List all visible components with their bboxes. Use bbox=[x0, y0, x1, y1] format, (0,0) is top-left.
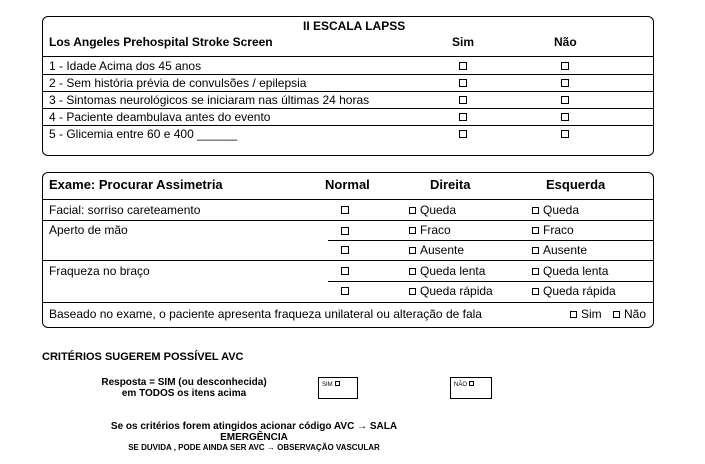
checkbox-icon bbox=[532, 227, 539, 234]
exam-aperto-normal-checkbox-1[interactable] bbox=[341, 227, 349, 235]
option-label: Queda bbox=[543, 203, 580, 217]
exam-header-direita: Direita bbox=[430, 177, 471, 192]
nao-button-label: NÃO bbox=[454, 382, 468, 388]
exam-header-esquerda: Esquerda bbox=[546, 177, 606, 192]
exam-fraqueza-normal-checkbox-1[interactable] bbox=[341, 267, 349, 275]
checkbox-icon bbox=[613, 311, 620, 318]
divider bbox=[328, 281, 654, 282]
lapss-row-4-sim-checkbox[interactable] bbox=[459, 113, 467, 121]
exam-aperto-direita-option-1[interactable] bbox=[409, 223, 451, 237]
option-label: Ausente bbox=[420, 243, 465, 257]
checkbox-icon bbox=[409, 247, 416, 254]
exam-facial-direita-option[interactable] bbox=[409, 203, 456, 217]
checkbox-icon bbox=[409, 268, 416, 275]
sim-button[interactable] bbox=[318, 377, 358, 399]
divider bbox=[42, 56, 654, 57]
lapss-col-sim: Sim bbox=[452, 35, 475, 49]
divider bbox=[42, 125, 654, 126]
lapss-row-4-nao-checkbox[interactable] bbox=[561, 113, 569, 121]
exam-fraqueza-normal-checkbox-2[interactable] bbox=[341, 287, 349, 295]
criteria-action-line1: Se os critérios forem atingidos acionar código AVC → SALA bbox=[110, 421, 398, 432]
lapss-row-4-label: 4 - Paciente deambulava antes do evento bbox=[49, 110, 271, 124]
sim-button-label: SIM bbox=[322, 382, 333, 388]
exam-footer-text: Baseado no exame, o paciente apresenta fraqueza unilateral ou alteração de fala bbox=[49, 307, 482, 321]
option-label: Queda rápida bbox=[543, 284, 616, 298]
exam-footer-sim-option[interactable] bbox=[570, 307, 602, 321]
exam-facial-esquerda-option[interactable] bbox=[532, 203, 579, 217]
exam-fraqueza-direita-option-2[interactable] bbox=[409, 284, 493, 298]
option-label: Queda bbox=[420, 203, 457, 217]
option-label: Queda lenta bbox=[543, 264, 609, 278]
lapss-row-3-nao-checkbox[interactable] bbox=[561, 96, 569, 104]
option-label: Sim bbox=[581, 307, 602, 321]
nao-button[interactable] bbox=[450, 377, 492, 399]
divider bbox=[42, 108, 654, 109]
criteria-action-line3: SE DUVIDA , PODE AINDA SER AVC → OBSERVAÇÃO VASCULAR bbox=[128, 443, 380, 452]
exam-fraqueza-esquerda-option-2[interactable] bbox=[532, 284, 616, 298]
lapss-row-2-label: 2 - Sem história prévia de convulsões / epilepsia bbox=[49, 76, 307, 90]
exam-fraqueza-label: Fraqueza no braço bbox=[49, 264, 150, 278]
divider bbox=[42, 220, 654, 221]
divider bbox=[42, 260, 654, 261]
lapss-title: II ESCALA LAPSS bbox=[303, 19, 406, 33]
exam-facial-label: Facial: sorriso careteamento bbox=[49, 203, 201, 217]
option-label: Queda lenta bbox=[420, 264, 486, 278]
divider bbox=[328, 240, 654, 241]
lapss-row-5-sim-checkbox[interactable] bbox=[459, 130, 467, 138]
lapss-subtitle: Los Angeles Prehospital Stroke Screen bbox=[49, 35, 273, 49]
exam-facial-normal-checkbox[interactable] bbox=[341, 206, 349, 214]
criteria-heading: CRITÉRIOS SUGEREM POSSÍVEL AVC bbox=[42, 351, 244, 363]
checkbox-icon bbox=[532, 207, 539, 214]
lapss-row-3-sim-checkbox[interactable] bbox=[459, 96, 467, 104]
option-label: Ausente bbox=[543, 243, 588, 257]
criteria-action-line2: EMERGÊNCIA bbox=[220, 432, 288, 443]
criteria-resposta-line2: em TODOS os itens acima bbox=[121, 388, 247, 399]
divider bbox=[42, 199, 654, 200]
lapss-row-5-nao-checkbox[interactable] bbox=[561, 130, 569, 138]
exam-aperto-direita-option-2[interactable] bbox=[409, 243, 464, 257]
exam-fraqueza-esquerda-option-1[interactable] bbox=[532, 264, 608, 278]
criteria-resposta-line1: Resposta = SIM (ou desconhecida) bbox=[101, 377, 267, 388]
exam-footer-nao-option[interactable] bbox=[613, 307, 646, 321]
lapss-row-2-sim-checkbox[interactable] bbox=[459, 79, 467, 87]
checkbox-icon bbox=[409, 207, 416, 214]
checkbox-icon bbox=[409, 227, 416, 234]
exam-aperto-esquerda-option-1[interactable] bbox=[532, 223, 574, 237]
checkbox-icon bbox=[570, 311, 577, 318]
checkbox-icon bbox=[532, 268, 539, 275]
divider bbox=[42, 302, 654, 303]
option-label: Fraco bbox=[543, 223, 574, 237]
exam-aperto-esquerda-option-2[interactable] bbox=[532, 243, 587, 257]
option-label: Fraco bbox=[420, 223, 451, 237]
option-label: Queda rápida bbox=[420, 284, 493, 298]
lapss-row-1-nao-checkbox[interactable] bbox=[561, 62, 569, 70]
checkbox-icon bbox=[335, 381, 340, 386]
exam-fraqueza-direita-option-1[interactable] bbox=[409, 264, 485, 278]
checkbox-icon bbox=[532, 247, 539, 254]
lapss-col-nao: Não bbox=[554, 35, 577, 49]
checkbox-icon bbox=[409, 288, 416, 295]
checkbox-icon bbox=[532, 288, 539, 295]
divider bbox=[42, 74, 654, 75]
option-label: Não bbox=[624, 307, 647, 321]
lapss-row-2-nao-checkbox[interactable] bbox=[561, 79, 569, 87]
exam-aperto-normal-checkbox-2[interactable] bbox=[341, 246, 349, 254]
lapss-row-1-label: 1 - Idade Acima dos 45 anos bbox=[49, 59, 202, 73]
divider bbox=[42, 91, 654, 92]
exam-header-normal: Normal bbox=[325, 177, 370, 192]
checkbox-icon bbox=[469, 381, 474, 386]
lapss-row-5-label: 5 - Glicemia entre 60 e 400 ______ bbox=[49, 127, 238, 141]
exam-aperto-label: Aperto de mão bbox=[49, 223, 128, 237]
lapss-row-1-sim-checkbox[interactable] bbox=[459, 62, 467, 70]
exam-header-label: Exame: Procurar Assimetria bbox=[49, 177, 223, 192]
lapss-row-3-label: 3 - Sintomas neurológicos se iniciaram nas últimas 24 horas bbox=[49, 93, 370, 107]
